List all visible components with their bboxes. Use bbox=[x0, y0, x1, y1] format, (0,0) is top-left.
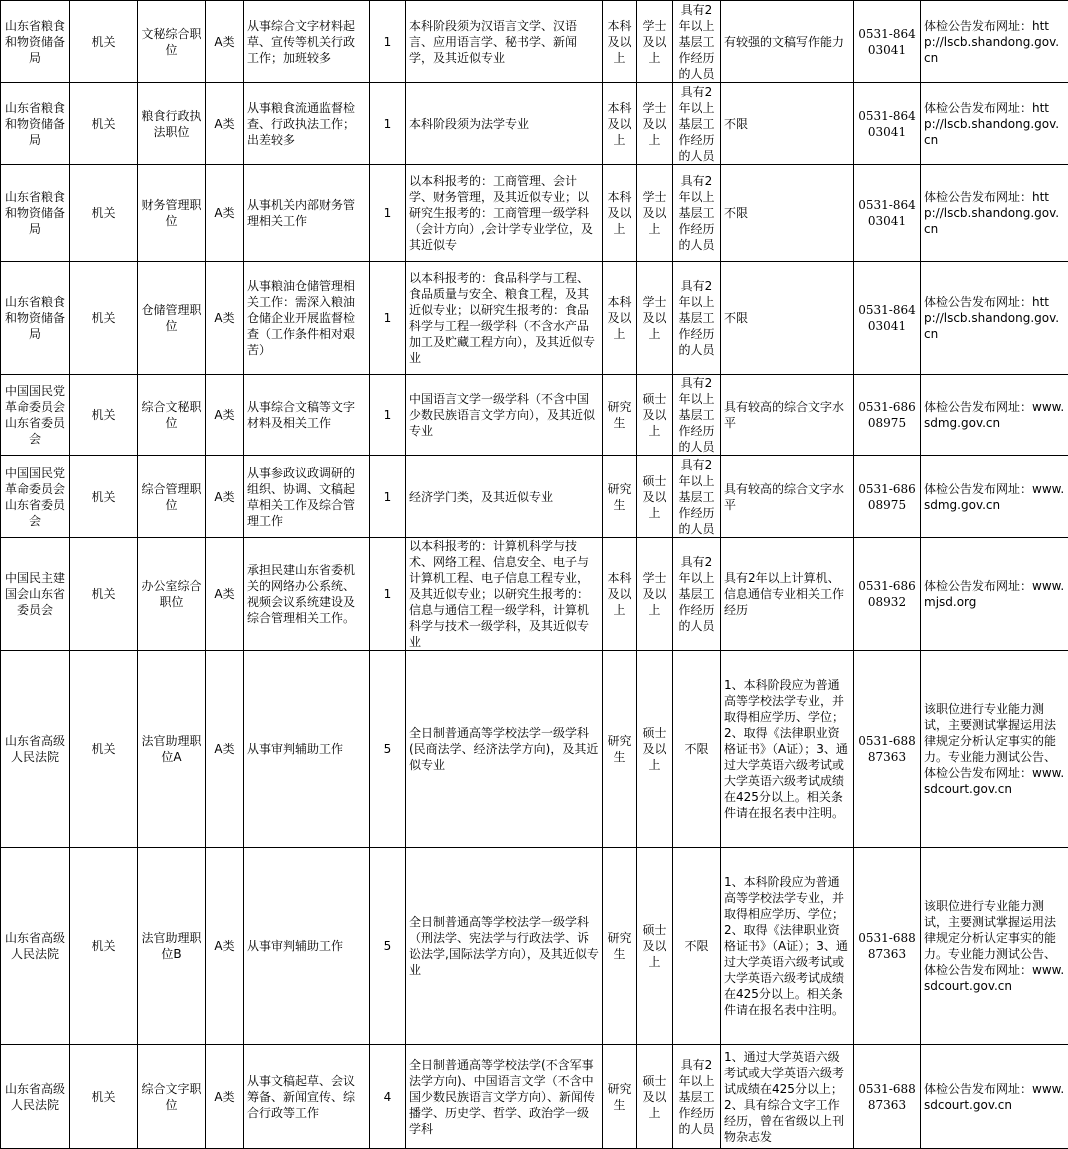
cell-education: 本科及以上 bbox=[603, 538, 637, 651]
cell-duties: 从事粮油仓储管理相关工作：需深入粮油仓储企业开展监督检查（工作条件相对艰苦） bbox=[244, 262, 370, 375]
cell-unit: 中国民主建国会山东省委员会 bbox=[1, 538, 70, 651]
cell-type: 机关 bbox=[70, 538, 138, 651]
cell-unit: 山东省粮食和物资储备局 bbox=[1, 83, 70, 165]
table-row bbox=[1, 83, 1068, 165]
cell-other: 具有较高的综合文字水平 bbox=[721, 375, 854, 456]
cell-unit: 山东省高级人民法院 bbox=[1, 1045, 70, 1149]
cell-position: 粮食行政执法职位 bbox=[138, 83, 206, 165]
cell-position: 财务管理职位 bbox=[138, 165, 206, 262]
cell-other: 1、通过大学英语六级考试或大学英语六级考试成绩在425分以上；2、具有综合文字工作经历，曾在省级以上刊物杂志发 bbox=[721, 1045, 854, 1149]
table-row bbox=[1, 1, 1068, 83]
cell-duties: 从事综合文字材料起草、宣传等机关行政工作；加班较多 bbox=[244, 1, 370, 83]
cell-phone: 0531-68887363 bbox=[854, 1045, 921, 1149]
cell-count: 1 bbox=[370, 262, 406, 375]
table-row bbox=[1, 538, 1068, 651]
cell-experience: 具有2年以上基层工作经历的人员 bbox=[673, 1045, 721, 1149]
cell-degree: 学士及以上 bbox=[637, 262, 673, 375]
cell-major: 全日制普通高等学校法学(不含军事法学方向)、中国语言文学（不含中国少数民族语言文学方向）、新闻传播学、历史学、哲学、政治学一级学科 bbox=[406, 1045, 603, 1149]
cell-type: 机关 bbox=[70, 1045, 138, 1149]
cell-position: 综合文秘职位 bbox=[138, 375, 206, 456]
cell-phone: 0531-86403041 bbox=[854, 1, 921, 83]
cell-type: 机关 bbox=[70, 83, 138, 165]
cell-note: 体检公告发布网址：http://lscb.shandong.gov.cn bbox=[921, 165, 1068, 262]
cell-category: A类 bbox=[206, 165, 244, 262]
cell-experience: 具有2年以上基层工作经历的人员 bbox=[673, 165, 721, 262]
cell-phone: 0531-86403041 bbox=[854, 262, 921, 375]
cell-education: 研究生 bbox=[603, 375, 637, 456]
cell-count: 5 bbox=[370, 848, 406, 1045]
cell-other: 不限 bbox=[721, 165, 854, 262]
cell-note: 体检公告发布网址：http://lscb.shandong.gov.cn bbox=[921, 1, 1068, 83]
cell-degree: 学士及以上 bbox=[637, 83, 673, 165]
table-row bbox=[1, 848, 1068, 1045]
cell-note: 体检公告发布网址：http://lscb.shandong.gov.cn bbox=[921, 262, 1068, 375]
cell-duties: 承担民建山东省委机关的网络办公系统、视频会议系统建设及综合管理相关工作。 bbox=[244, 538, 370, 651]
cell-category: A类 bbox=[206, 538, 244, 651]
cell-category: A类 bbox=[206, 651, 244, 848]
cell-category: A类 bbox=[206, 848, 244, 1045]
cell-unit: 山东省粮食和物资储备局 bbox=[1, 262, 70, 375]
cell-degree: 学士及以上 bbox=[637, 1, 673, 83]
cell-type: 机关 bbox=[70, 651, 138, 848]
cell-note: 该职位进行专业能力测试，主要测试掌握运用法律规定分析认定事实的能力。专业能力测试公告、体检公告发布网址：www.sdcourt.gov.cn bbox=[921, 848, 1068, 1045]
cell-position: 综合文字职位 bbox=[138, 1045, 206, 1149]
cell-major: 全日制普通高等学校法学一级学科(民商法学、经济法学方向)，及其近似专业 bbox=[406, 651, 603, 848]
cell-count: 1 bbox=[370, 456, 406, 538]
cell-duties: 从事机关内部财务管理相关工作 bbox=[244, 165, 370, 262]
cell-note: 体检公告发布网址：http://lscb.shandong.gov.cn bbox=[921, 83, 1068, 165]
cell-experience: 具有2年以上基层工作经历的人员 bbox=[673, 83, 721, 165]
cell-major: 以本科报考的：计算机科学与技术、网络工程、信息安全、电子与计算机工程、电子信息工程专业，及其近似专业；以研究生报考的：信息与通信工程一级学科，计算机科学与技术一级学科，及其近似专业 bbox=[406, 538, 603, 651]
table-row bbox=[1, 375, 1068, 456]
table-row bbox=[1, 651, 1068, 848]
cell-education: 研究生 bbox=[603, 848, 637, 1045]
cell-experience: 具有2年以上基层工作经历的人员 bbox=[673, 538, 721, 651]
cell-unit: 山东省高级人民法院 bbox=[1, 651, 70, 848]
cell-major: 以本科报考的：工商管理、会计学、财务管理，及其近似专业；以研究生报考的：工商管理一级学科（会计方向）,会计学专业学位，及其近似专 bbox=[406, 165, 603, 262]
cell-unit: 山东省粮食和物资储备局 bbox=[1, 1, 70, 83]
cell-position: 法官助理职位A bbox=[138, 651, 206, 848]
cell-degree: 硕士及以上 bbox=[637, 848, 673, 1045]
cell-phone: 0531-86403041 bbox=[854, 83, 921, 165]
cell-phone: 0531-86403041 bbox=[854, 165, 921, 262]
cell-type: 机关 bbox=[70, 262, 138, 375]
cell-degree: 学士及以上 bbox=[637, 538, 673, 651]
cell-major: 以本科报考的：食品科学与工程、食品质量与安全、粮食工程，及其近似专业；以研究生报考的：食品科学与工程一级学科（不含水产品加工及贮藏工程方向），及其近似专业 bbox=[406, 262, 603, 375]
cell-degree: 硕士及以上 bbox=[637, 375, 673, 456]
cell-type: 机关 bbox=[70, 375, 138, 456]
cell-experience: 具有2年以上基层工作经历的人员 bbox=[673, 456, 721, 538]
cell-position: 文秘综合职位 bbox=[138, 1, 206, 83]
cell-education: 本科及以上 bbox=[603, 262, 637, 375]
table-row bbox=[1, 1045, 1068, 1149]
cell-education: 本科及以上 bbox=[603, 1, 637, 83]
table-row bbox=[1, 262, 1068, 375]
cell-education: 本科及以上 bbox=[603, 83, 637, 165]
cell-other: 有较强的文稿写作能力 bbox=[721, 1, 854, 83]
cell-count: 5 bbox=[370, 651, 406, 848]
cell-count: 1 bbox=[370, 538, 406, 651]
cell-other: 1、本科阶段应为普通高等学校法学专业，并取得相应学历、学位；2、取得《法律职业资格证书》（A证）；3、通过大学英语六级考试或大学英语六级考试成绩在425分以上。相关条件请在报名表中注明。 bbox=[721, 848, 854, 1045]
cell-category: A类 bbox=[206, 1, 244, 83]
cell-note: 体检公告发布网址：www.sdmg.gov.cn bbox=[921, 456, 1068, 538]
cell-phone: 0531-68887363 bbox=[854, 848, 921, 1045]
cell-major: 经济学门类，及其近似专业 bbox=[406, 456, 603, 538]
cell-education: 本科及以上 bbox=[603, 165, 637, 262]
cell-category: A类 bbox=[206, 375, 244, 456]
cell-note: 体检公告发布网址：www.mjsd.org bbox=[921, 538, 1068, 651]
cell-other: 不限 bbox=[721, 262, 854, 375]
cell-experience: 不限 bbox=[673, 848, 721, 1045]
cell-phone: 0531-68608932 bbox=[854, 538, 921, 651]
cell-major: 本科阶段须为汉语言文学、汉语言、应用语言学、秘书学、新闻学，及其近似专业 bbox=[406, 1, 603, 83]
cell-phone: 0531-68887363 bbox=[854, 651, 921, 848]
cell-duties: 从事粮食流通监督检查、行政执法工作；出差较多 bbox=[244, 83, 370, 165]
cell-duties: 从事参政议政调研的组织、协调、文稿起草相关工作及综合管理工作 bbox=[244, 456, 370, 538]
cell-experience: 具有2年以上基层工作经历的人员 bbox=[673, 1, 721, 83]
cell-other: 1、本科阶段应为普通高等学校法学专业，并取得相应学历、学位；2、取得《法律职业资格证书》（A证）；3、通过大学英语六级考试或大学英语六级考试成绩在425分以上。相关条件请在报名表中注明。 bbox=[721, 651, 854, 848]
cell-education: 研究生 bbox=[603, 456, 637, 538]
table-body bbox=[1, 1, 1068, 1149]
cell-position: 综合管理职位 bbox=[138, 456, 206, 538]
cell-major: 本科阶段须为法学专业 bbox=[406, 83, 603, 165]
cell-category: A类 bbox=[206, 83, 244, 165]
cell-phone: 0531-68608975 bbox=[854, 375, 921, 456]
cell-type: 机关 bbox=[70, 165, 138, 262]
cell-duties: 从事审判辅助工作 bbox=[244, 848, 370, 1045]
cell-duties: 从事审判辅助工作 bbox=[244, 651, 370, 848]
cell-category: A类 bbox=[206, 1045, 244, 1149]
cell-category: A类 bbox=[206, 456, 244, 538]
cell-phone: 0531-68608975 bbox=[854, 456, 921, 538]
cell-category: A类 bbox=[206, 262, 244, 375]
cell-position: 办公室综合职位 bbox=[138, 538, 206, 651]
cell-note: 体检公告发布网址：www.sdcourt.gov.cn bbox=[921, 1045, 1068, 1149]
cell-position: 仓储管理职位 bbox=[138, 262, 206, 375]
cell-degree: 硕士及以上 bbox=[637, 456, 673, 538]
cell-experience: 不限 bbox=[673, 651, 721, 848]
cell-count: 1 bbox=[370, 1, 406, 83]
cell-type: 机关 bbox=[70, 456, 138, 538]
cell-other: 不限 bbox=[721, 83, 854, 165]
cell-position: 法官助理职位B bbox=[138, 848, 206, 1045]
cell-unit: 中国国民党革命委员会山东省委员会 bbox=[1, 456, 70, 538]
cell-degree: 硕士及以上 bbox=[637, 1045, 673, 1149]
cell-count: 1 bbox=[370, 165, 406, 262]
cell-unit: 中国国民党革命委员会山东省委员会 bbox=[1, 375, 70, 456]
cell-note: 该职位进行专业能力测试，主要测试掌握运用法律规定分析认定事实的能力。专业能力测试公告、体检公告发布网址：www.sdcourt.gov.cn bbox=[921, 651, 1068, 848]
table-row bbox=[1, 165, 1068, 262]
cell-unit: 山东省高级人民法院 bbox=[1, 848, 70, 1045]
cell-count: 4 bbox=[370, 1045, 406, 1149]
cell-experience: 具有2年以上基层工作经历的人员 bbox=[673, 262, 721, 375]
cell-count: 1 bbox=[370, 83, 406, 165]
cell-major: 全日制普通高等学校法学一级学科（刑法学、宪法学与行政法学、诉讼法学,国际法学方向），及其近似专业 bbox=[406, 848, 603, 1045]
cell-other: 具有较高的综合文字水平 bbox=[721, 456, 854, 538]
cell-unit: 山东省粮食和物资储备局 bbox=[1, 165, 70, 262]
cell-type: 机关 bbox=[70, 848, 138, 1045]
cell-experience: 具有2年以上基层工作经历的人员 bbox=[673, 375, 721, 456]
cell-note: 体检公告发布网址：www.sdmg.gov.cn bbox=[921, 375, 1068, 456]
cell-degree: 硕士及以上 bbox=[637, 651, 673, 848]
cell-major: 中国语言文学一级学科（不含中国少数民族语言文学方向），及其近似专业 bbox=[406, 375, 603, 456]
cell-degree: 学士及以上 bbox=[637, 165, 673, 262]
table-row bbox=[1, 456, 1068, 538]
cell-duties: 从事综合文稿等文字材料及相关工作 bbox=[244, 375, 370, 456]
cell-education: 研究生 bbox=[603, 1045, 637, 1149]
cell-type: 机关 bbox=[70, 1, 138, 83]
cell-other: 具有2年以上计算机、信息通信专业相关工作经历 bbox=[721, 538, 854, 651]
cell-education: 研究生 bbox=[603, 651, 637, 848]
cell-count: 1 bbox=[370, 375, 406, 456]
cell-duties: 从事文稿起草、会议筹备、新闻宣传、综合行政等工作 bbox=[244, 1045, 370, 1149]
